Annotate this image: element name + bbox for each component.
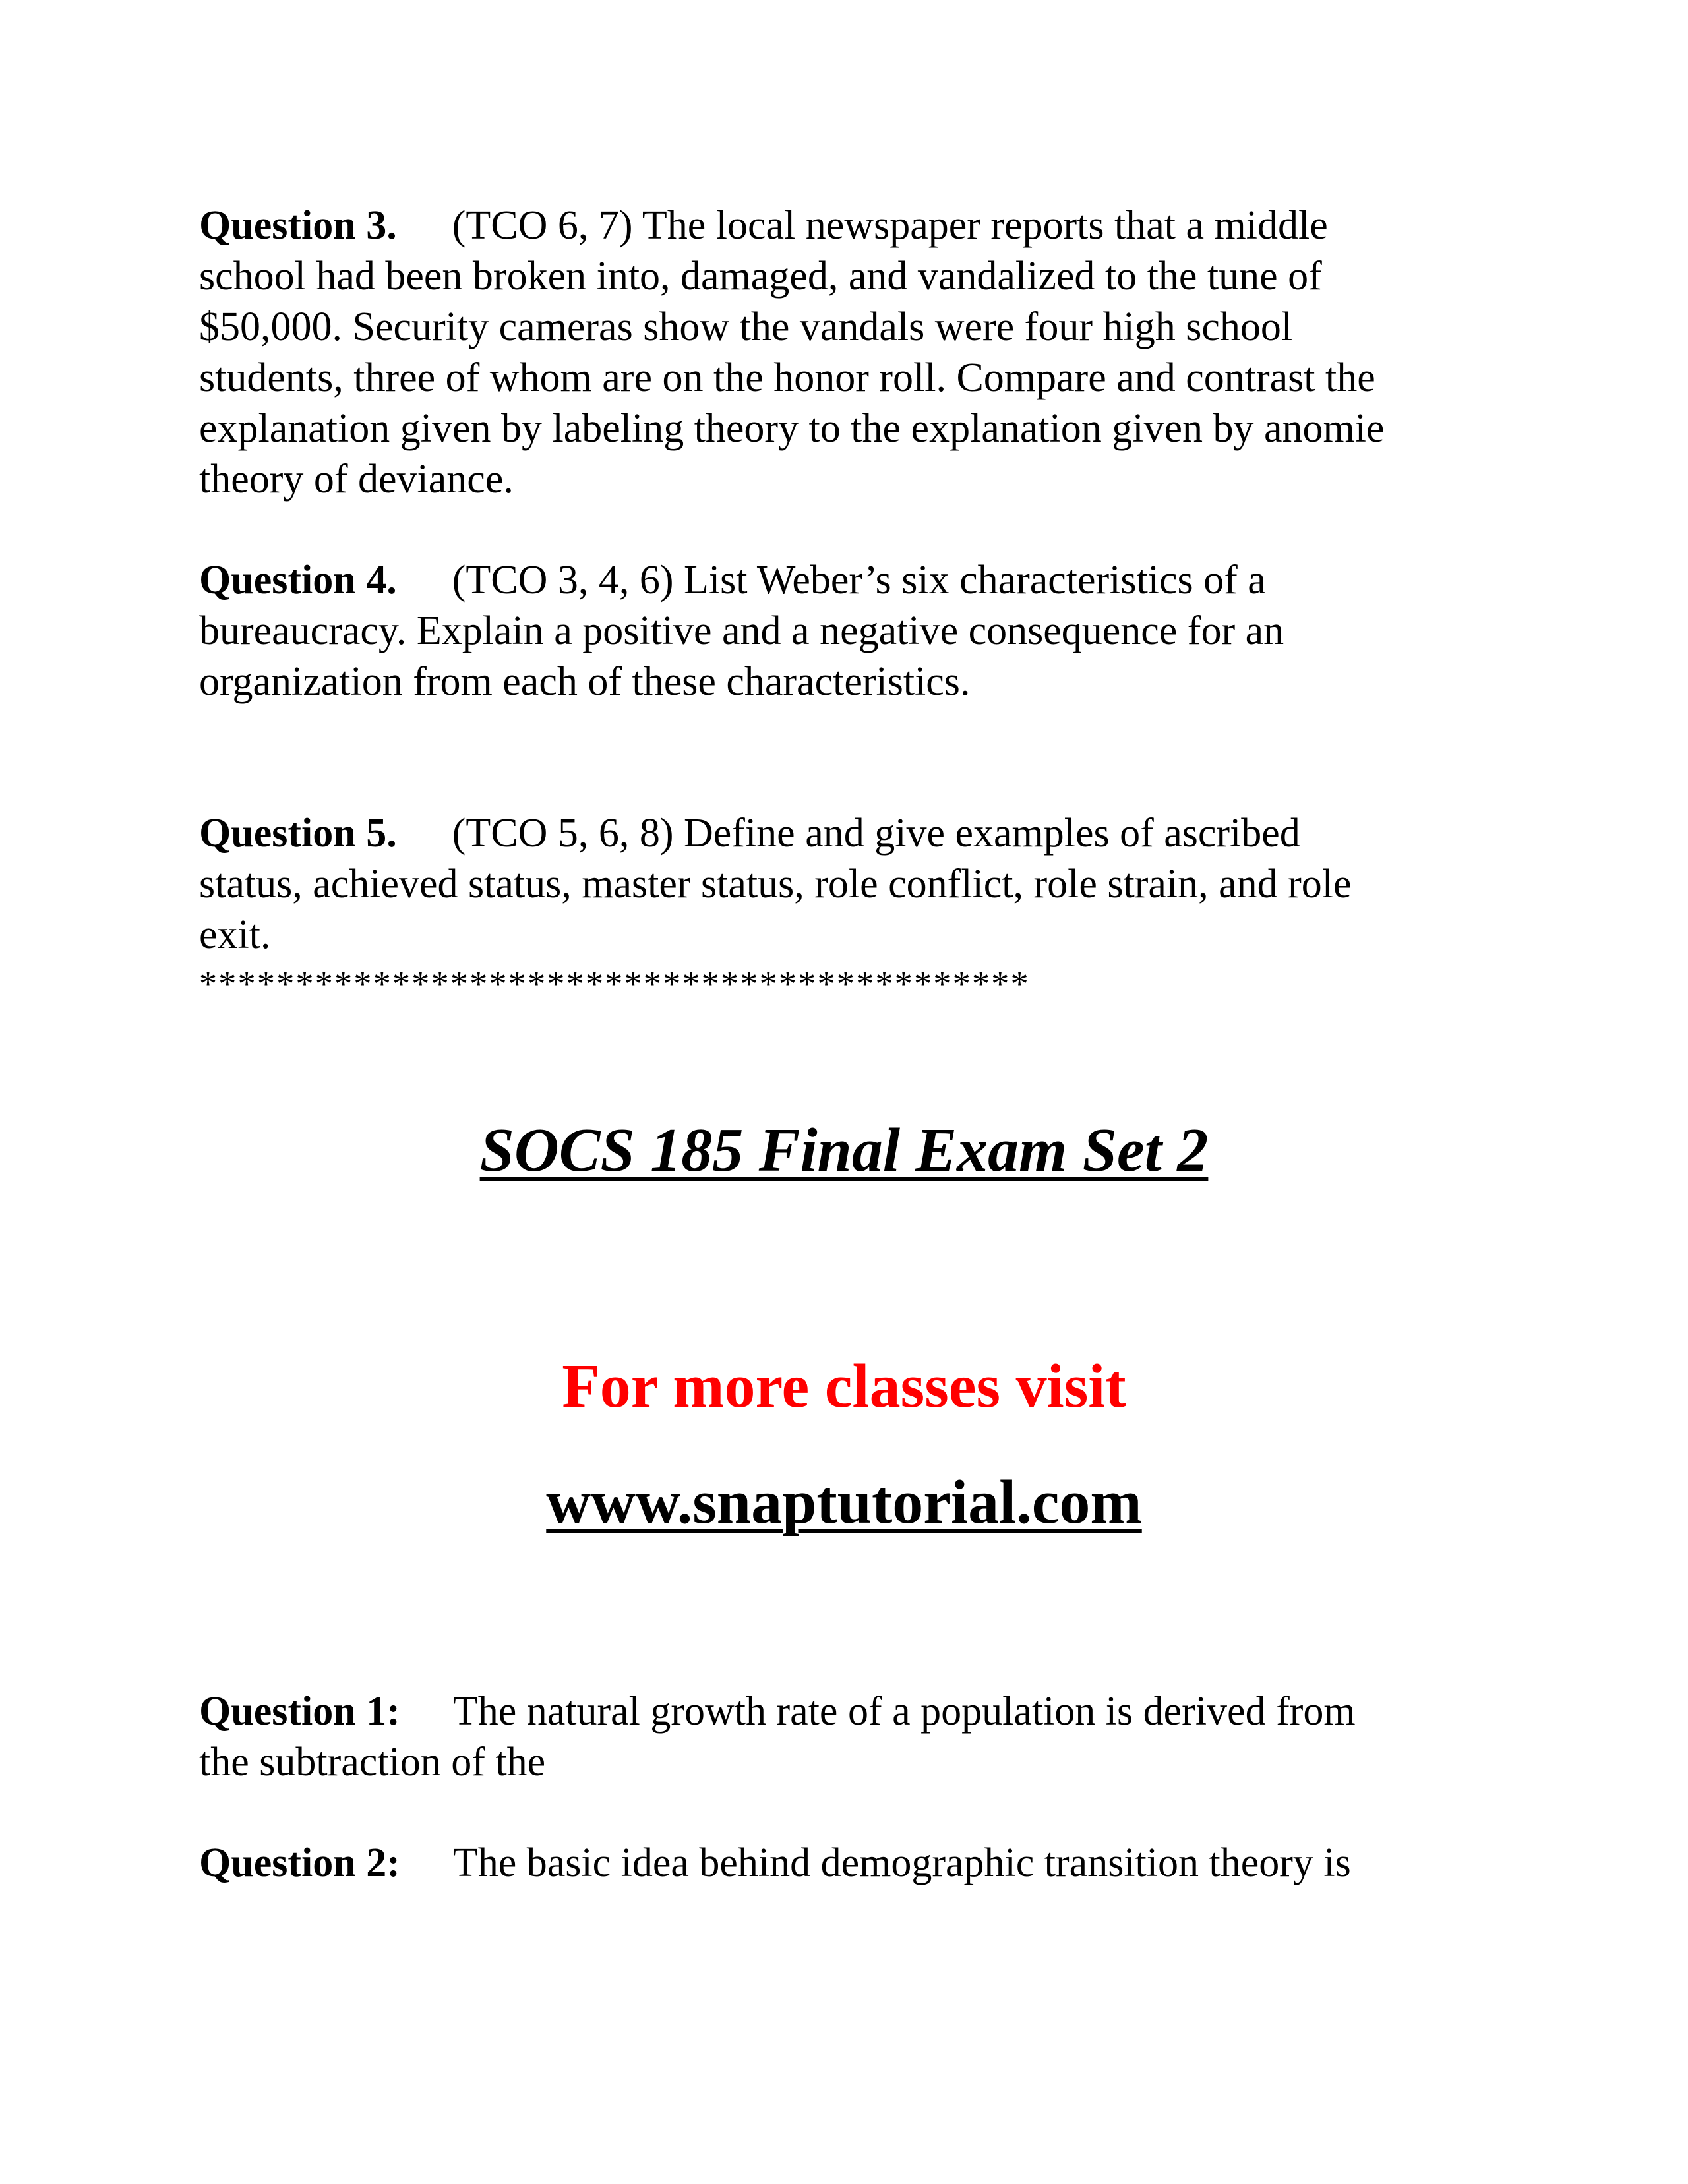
question-text-line: (TCO 5, 6, 8) Define and give examples of ascribed [452, 811, 1300, 856]
question-label: Question 4. [199, 558, 397, 603]
question-text-line: theory of deviance. [199, 457, 514, 502]
promo-visit-text: For more classes visit [562, 1352, 1126, 1421]
question-label: Question 2: [199, 1841, 400, 1885]
question-4 [199, 555, 1505, 707]
separator-line: ******************************************* [199, 964, 1030, 1003]
promo-url-link[interactable]: www.snaptutorial.com [546, 1468, 1142, 1537]
question-label: Question 1: [199, 1689, 400, 1734]
question-3 [199, 200, 1505, 505]
question-text-line: (TCO 6, 7) The local newspaper reports that a middle [452, 203, 1328, 248]
question-text-line: bureaucracy. Explain a positive and a negative consequence for an [199, 608, 1284, 653]
set2-question-2 [199, 1838, 1505, 1889]
question-text-line: school had been broken into, damaged, and vandalized to the tune of [199, 254, 1322, 299]
question-label: Question 5. [199, 811, 397, 856]
question-text-line: $50,000. Security cameras show the vandals were four high school [199, 305, 1293, 349]
question-text-line: explanation given by labeling theory to the explanation given by anomie [199, 406, 1385, 451]
question-text-line: (TCO 3, 4, 6) List Weber’s six characteristics of a [452, 558, 1266, 603]
question-5 [199, 808, 1505, 960]
question-text-line: the subtraction of the [199, 1740, 546, 1785]
question-text-line: students, three of whom are on the honor roll. Compare and contrast the [199, 355, 1375, 400]
question-text-line: exit. [199, 912, 271, 957]
set2-question-1 [199, 1686, 1505, 1788]
question-text-line: organization from each of these characteristics. [199, 659, 971, 704]
question-text-line: status, achieved status, master status, role conflict, role strain, and role [199, 862, 1352, 906]
question-text-line: The basic idea behind demographic transition theory is [452, 1841, 1351, 1885]
question-label: Question 3. [199, 203, 397, 248]
exam-title: SOCS 185 Final Exam Set 2 [479, 1116, 1209, 1185]
question-text-line: The natural growth rate of a population is derived from [452, 1689, 1356, 1734]
